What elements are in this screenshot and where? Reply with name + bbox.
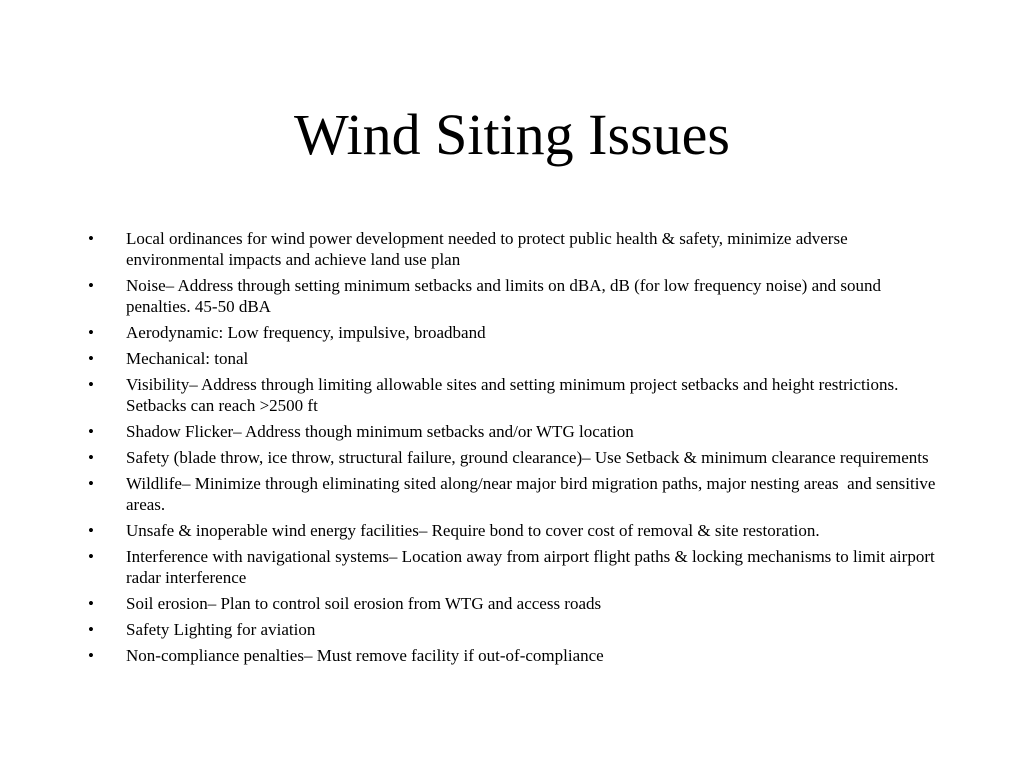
list-item — [88, 645, 948, 666]
bullet-dot-icon: • — [88, 375, 94, 394]
list-item — [88, 546, 948, 588]
bullet-text: Local ordinances for wind power development needed to protect public health & safety, minimize adverse environmental impacts and achieve land use plan — [126, 229, 852, 269]
list-item — [88, 275, 948, 317]
list-item — [88, 421, 948, 442]
bullet-text: Aerodynamic: Low frequency, impulsive, broadband — [126, 323, 486, 342]
bullet-text: Visibility– Address through limiting allowable sites and setting minimum project setbacks and height restrictions. Setbacks can reach >2500 ft — [126, 375, 903, 415]
list-item — [88, 447, 948, 468]
list-item — [88, 348, 948, 369]
bullet-list — [88, 228, 948, 671]
bullet-text: Interference with navigational systems– Location away from airport flight paths & locking mechanisms to limit airport radar interference — [126, 547, 939, 587]
list-item — [88, 593, 948, 614]
bullet-text: Soil erosion– Plan to control soil erosion from WTG and access roads — [126, 594, 602, 613]
list-item — [88, 374, 948, 416]
bullet-dot-icon: • — [88, 422, 94, 441]
bullet-dot-icon: • — [88, 349, 94, 368]
slide-title: Wind Siting Issues — [294, 102, 730, 167]
bullet-dot-icon: • — [88, 323, 94, 342]
list-item — [88, 228, 948, 270]
bullet-text: Noise– Address through setting minimum setbacks and limits on dBA, dB (for low frequency noise) and sound penalties. 45-50 dBA — [126, 276, 886, 316]
bullet-text: Non-compliance penalties– Must remove facility if out-of-compliance — [126, 646, 604, 665]
list-item — [88, 619, 948, 640]
bullet-dot-icon: • — [88, 448, 94, 467]
bullet-dot-icon: • — [88, 620, 94, 639]
bullet-dot-icon: • — [88, 547, 94, 566]
bullet-dot-icon: • — [88, 594, 94, 613]
bullet-dot-icon: • — [88, 229, 94, 248]
list-item — [88, 473, 948, 515]
bullet-text: Shadow Flicker– Address though minimum setbacks and/or WTG location — [126, 422, 634, 441]
list-item — [88, 520, 948, 541]
list-item — [88, 322, 948, 343]
bullet-dot-icon: • — [88, 521, 94, 540]
bullet-dot-icon: • — [88, 646, 94, 665]
bullet-text: Safety (blade throw, ice throw, structural failure, ground clearance)– Use Setback & minimum clearance requirements — [126, 448, 929, 467]
bullet-text: Mechanical: tonal — [126, 349, 249, 368]
bullet-text: Safety Lighting for aviation — [126, 620, 316, 639]
bullet-text: Wildlife– Minimize through eliminating sited along/near major bird migration paths, major nesting areas and sensitive areas. — [126, 474, 940, 514]
bullet-text: Unsafe & inoperable wind energy facilities– Require bond to cover cost of removal & site restoration. — [126, 521, 820, 540]
bullet-dot-icon: • — [88, 474, 94, 493]
bullet-dot-icon: • — [88, 276, 94, 295]
